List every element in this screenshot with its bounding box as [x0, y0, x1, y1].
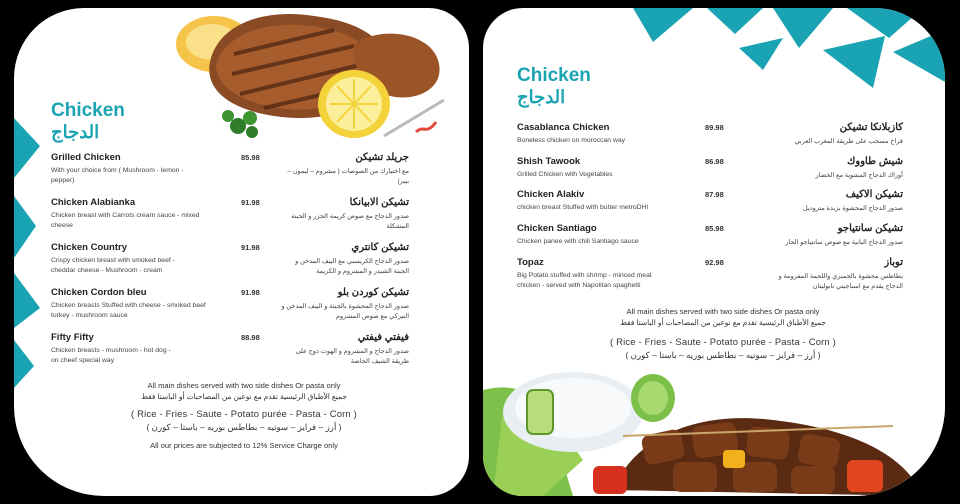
item-description: Chicken breast with Carrots cream sauce - mixed cheese: [51, 212, 200, 229]
menu-item: [517, 122, 903, 156]
shish-tawook-photo: [483, 370, 945, 496]
menu-item: [517, 223, 903, 257]
item-price: 86.98: [705, 157, 724, 166]
item-description: Grilled Chicken with Vegetables: [517, 171, 613, 178]
title-english: Chicken: [51, 100, 125, 121]
item-name: Fifty Fifty: [51, 332, 94, 343]
item-description: Big Potato stuffed with shrimp - minced meat chicken - served with Napolitan spaghetti: [517, 272, 652, 289]
note-arabic: جميع الأطباق الرئيسية تقدم مع نوعين من المصاحبات أو الباستا فقط: [620, 318, 826, 327]
item-description-arabic: صدور الدجاج المحشوة بالجبنة و البيف المدخن و التيركي مع صوص المشروم: [281, 303, 409, 320]
item-name-arabic: شيش طاووك: [847, 156, 903, 167]
item-description-arabic: مع اختيارك من الصوصات ( مشروم – ليمون – بيبر): [287, 168, 409, 185]
item-description: With your choice from ( Mushroom - lemon - pepper): [51, 167, 184, 184]
menu-list: [51, 152, 409, 377]
item-name-arabic: فيفتي فيفتي: [357, 332, 409, 343]
item-description-arabic: صدور الدجاج المحشوة بزبدة متروديل: [803, 205, 903, 212]
item-description: Chicken breasts - mushroom - hot dog - on cheef special way: [51, 347, 171, 364]
item-description-arabic: أوراك الدجاج المشوية مع الخضار: [815, 172, 903, 179]
title-english: Chicken: [517, 65, 591, 86]
item-description-arabic: صدور الدجاج و المشروم و الهوت دوج على طريقة الشيف الخاصة: [295, 348, 409, 365]
item-description: Chicken breasts Stuffed with cheese - smoked beef turkey - mushroom sauce: [51, 302, 206, 319]
note-english: All main dishes served with two side dishes Or pasta only: [626, 307, 820, 316]
sides-list: ( Rice - Fries - Saute - Potato purée - Pasta - Corn ): [610, 336, 836, 347]
item-price: 85.98: [241, 153, 260, 162]
section-title: [517, 66, 591, 106]
item-name-arabic: تشيكن كانتري: [351, 242, 409, 253]
item-name: Shish Tawook: [517, 156, 581, 167]
item-name: Topaz: [517, 257, 544, 268]
menu-item: [51, 332, 409, 377]
item-name: Grilled Chicken: [51, 152, 121, 163]
sides-list: ( Rice - Fries - Saute - Potato purée - Pasta - Corn ): [131, 408, 357, 419]
menu-item: [51, 152, 409, 197]
menu-list: [517, 122, 903, 297]
sides-list-arabic: ( أرز – فرايز – سوتيه – بطاطس بوريه – باستا – كورن ): [625, 350, 821, 360]
item-name: Casablanca Chicken: [517, 122, 610, 133]
item-name-arabic: جريلد تشيكن: [355, 152, 409, 163]
item-name-arabic: كازبلانكا تشيكن: [839, 122, 903, 133]
menu-item: [51, 287, 409, 332]
item-price: 85.98: [705, 224, 724, 233]
item-price: 88.98: [241, 333, 260, 342]
item-description-arabic: صدور الدجاج الكريسبي مع البيف المدخن و الجبنة الشيدر و المشروم و الكريمة: [295, 258, 409, 275]
title-arabic: الدجاج: [517, 87, 566, 107]
item-description-arabic: فراخ مسحب على طريقة المغرب العربي: [794, 138, 903, 145]
item-price: 89.98: [705, 123, 724, 132]
item-name: Chicken Cordon bleu: [51, 287, 147, 298]
title-arabic: الدجاج: [51, 122, 100, 142]
item-description-arabic: صدور الدجاج مع صوص كريمة الجزر و الجبنة المشكلة: [291, 213, 409, 230]
menu-item: [51, 197, 409, 242]
item-name: Chicken Alakiv: [517, 189, 585, 200]
teal-triangle-decoration: [623, 8, 945, 88]
side-dishes-note: [503, 306, 943, 362]
teal-triangle-decoration: [14, 118, 44, 388]
item-name: Chicken Santiago: [517, 223, 597, 234]
item-name: Chicken Country: [51, 242, 128, 253]
menu-page-left: [14, 8, 469, 496]
note-english: All main dishes served with two side dishes Or pasta only: [147, 381, 341, 390]
item-price: 91.98: [241, 243, 260, 252]
item-price: 91.98: [241, 288, 260, 297]
item-name: Chicken Alabianka: [51, 197, 136, 208]
section-title: [51, 101, 125, 141]
item-price: 87.98: [705, 190, 724, 199]
side-dishes-note: [34, 380, 454, 451]
item-price: 92.98: [705, 258, 724, 267]
menu-item: [517, 189, 903, 223]
item-description: Chicken panee with chili Santiago sauce: [517, 238, 639, 245]
item-description: chicken breast Stuffed with butter metroDHl: [517, 204, 648, 211]
item-name-arabic: توباز: [884, 257, 903, 268]
menu-item: [517, 257, 903, 297]
item-description-arabic: صدور الدجاج البانية مع صوص سانتياجو الحار: [785, 239, 903, 246]
item-name-arabic: تشيكن كوردن بلو: [337, 287, 409, 298]
item-description-arabic: بطاطس محشوة بالجمبري واللحمة المفرومة و الدجاج يقدم مع اسباجيتي نابوليتان: [778, 273, 903, 290]
service-charge-note: All our prices are subjected to 12% Service Charge only: [150, 441, 338, 450]
menu-item: [517, 156, 903, 189]
menu-item: [51, 242, 409, 287]
grilled-chicken-photo: [154, 8, 454, 149]
item-name-arabic: تشيكن الاكيف: [845, 189, 903, 200]
item-name-arabic: تشيكن الابيانكا: [349, 197, 409, 208]
item-description: Crispy chicken breast with smoked beef - cheddar cheese - Mushroom - cream: [51, 257, 175, 274]
item-description: Boneless chicken on moroccan way: [517, 137, 626, 144]
item-price: 91.98: [241, 198, 260, 207]
sides-list-arabic: ( أرز – فرايز – سوتيه – بطاطس بوريه – باستا – كورن ): [146, 422, 342, 432]
note-arabic: جميع الأطباق الرئيسية تقدم مع نوعين من المصاحبات أو الباستا فقط: [141, 392, 347, 401]
item-name-arabic: تشيكن سانتياجو: [837, 223, 903, 234]
menu-page-right: [483, 8, 945, 496]
